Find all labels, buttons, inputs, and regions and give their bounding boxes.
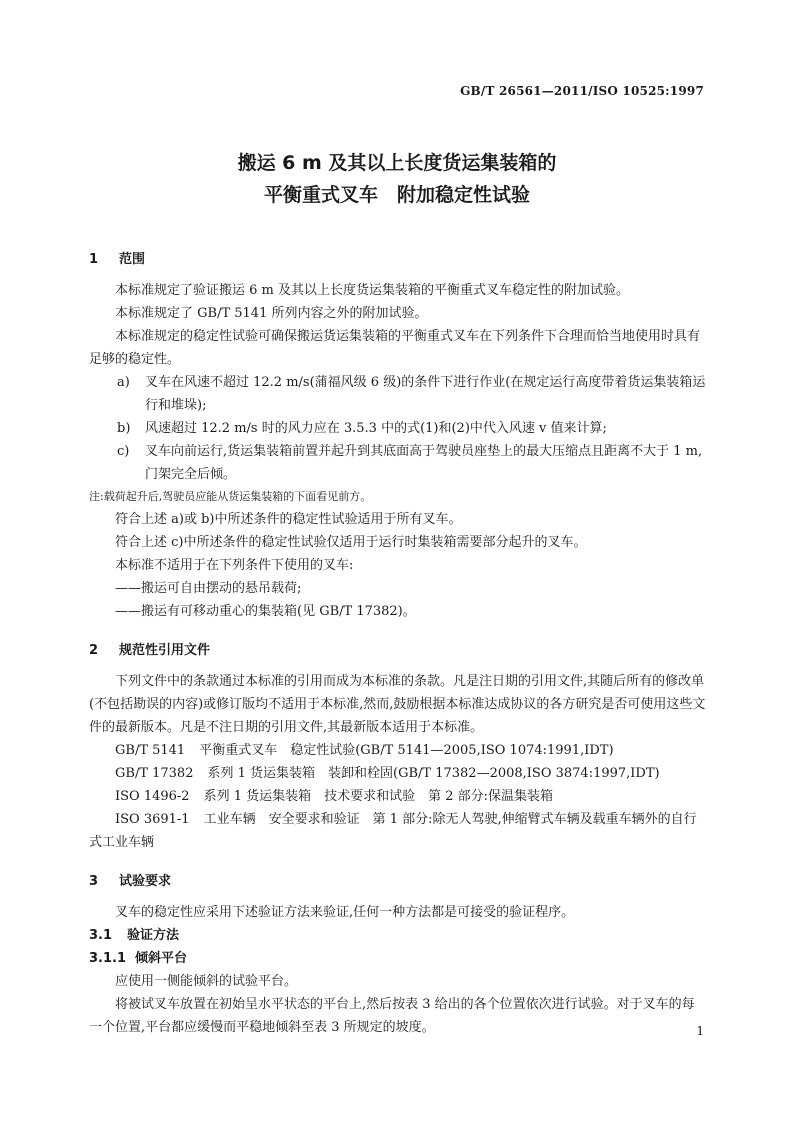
paragraph: 本标准规定的稳定性试验可确保搬运货运集装箱的平衡重式叉车在下列条件下合理而恰当地使用时具有足够的稳定性。: [89, 329, 701, 367]
section-number: 2: [89, 643, 99, 658]
dash-item: ——搬运有可移动重心的集装箱(见 GB/T 17382)。: [115, 604, 416, 619]
section-title: 范围: [119, 252, 146, 267]
section-title: 规范性引用文件: [119, 643, 211, 658]
document-title-line2: 平衡重式叉车 附加稳定性试验: [263, 184, 530, 206]
list-item-c: [89, 440, 707, 486]
page-number: 1: [696, 1024, 704, 1038]
note: 注:载荷起升后,驾驶员应能从货运集装箱的下面看见前方。: [89, 490, 372, 503]
reference-title: 工业车辆 安全要求和验证 第 1 部分:除无人驾驶,伸缩臂式车辆及载重车辆外的自行式工业车辆: [89, 812, 697, 850]
reference-item: [89, 785, 707, 808]
section-1-heading: [89, 248, 707, 271]
dash-item: ——搬运可自由摆动的悬吊载荷;: [115, 581, 302, 596]
paragraph: 下列文件中的条款通过本标准的引用而成为本标准的条款。凡是注日期的引用文件,其随后所有的修改单(不包括勘误的内容)或修订版均不适用于本标准,然而,鼓励根据本标准达成协议的各方研究是否可使用这些文件的最新版本。凡是不注日期的引用文件,其最新版本适用于本标准。: [89, 674, 706, 735]
reference-title: 系列 1 货运集装箱 技术要求和试验 第 2 部分:保温集装箱: [203, 789, 554, 804]
paragraph: 符合上述 c)中所述条件的稳定性试验仅适用于运行时集装箱需要部分起升的叉车。: [115, 535, 587, 550]
paragraph: 应使用一侧能倾斜的试验平台。: [115, 974, 298, 989]
document-body: [89, 248, 707, 1039]
reference-code: GB/T 17382: [115, 766, 194, 781]
reference-item: [89, 808, 707, 854]
reference-title: 平衡重式叉车 稳定性试验(GB/T 5141—2005,ISO 1074:1991,IDT): [199, 743, 614, 758]
section-title: 验证方法: [127, 928, 180, 943]
reference-code: GB/T 5141: [115, 743, 186, 758]
paragraph: 本标准规定了 GB/T 5141 所列内容之外的附加试验。: [115, 306, 428, 321]
section-2-heading: [89, 639, 707, 662]
section-number: 1: [89, 252, 99, 267]
reference-code: ISO 3691-1: [115, 812, 190, 827]
list-text: 风速超过 12.2 m/s 时的风力应在 3.5.3 中的式(1)和(2)中代入风速 v 值来计算;: [145, 421, 607, 436]
paragraph: 本标准规定了验证搬运 6 m 及其以上长度货运集装箱的平衡重式叉车稳定性的附加试验。: [115, 283, 629, 298]
list-marker: a): [117, 375, 130, 390]
section-number: 3.1.1: [89, 951, 127, 966]
list-marker: c): [117, 444, 130, 459]
paragraph: 叉车的稳定性应采用下述验证方法来验证,任何一种方法都是可接受的验证程序。: [115, 905, 575, 920]
list-item-b: [89, 417, 707, 440]
section-3-heading: [89, 870, 707, 893]
reference-item: [89, 739, 707, 762]
paragraph: 本标准不适用于在下列条件下使用的叉车:: [115, 558, 354, 573]
section-title: 试验要求: [119, 874, 172, 889]
list-item-a: [89, 371, 707, 417]
section-3-1-1-heading: [89, 947, 707, 970]
reference-item: [89, 762, 707, 785]
list-marker: b): [117, 421, 131, 436]
section-3-1-heading: [89, 924, 707, 947]
list-text: 叉车在风速不超过 12.2 m/s(蒲福风级 6 级)的条件下进行作业(在规定运行高度带着货运集装箱运行和堆垛);: [145, 375, 706, 413]
section-number: 3.1: [89, 928, 113, 943]
reference-title: 系列 1 货运集装箱 装卸和栓固(GB/T 17382—2008,ISO 3874:1997,IDT): [207, 766, 660, 781]
document-title-line1: 搬运 6 m 及其以上长度货运集装箱的: [237, 152, 557, 174]
paragraph: 将被试叉车放置在初始呈水平状态的平台上,然后按表 3 给出的各个位置依次进行试验。对于叉车的每一个位置,平台都应缓慢而平稳地倾斜至表 3 所规定的坡度。: [89, 997, 695, 1035]
reference-code: ISO 1496-2: [115, 789, 190, 804]
section-number: 3: [89, 874, 99, 889]
section-title: 倾斜平台: [135, 951, 188, 966]
standard-number: GB/T 26561—2011/ISO 10525:1997: [460, 84, 704, 98]
paragraph: 符合上述 a)或 b)中所述条件的稳定性试验适用于所有叉车。: [115, 512, 462, 527]
list-text: 叉车向前运行,货运集装箱前置并起升到其底面高于驾驶员座垫上的最大压缩点且距离不大于 1 m,门架完全后倾。: [145, 444, 703, 482]
